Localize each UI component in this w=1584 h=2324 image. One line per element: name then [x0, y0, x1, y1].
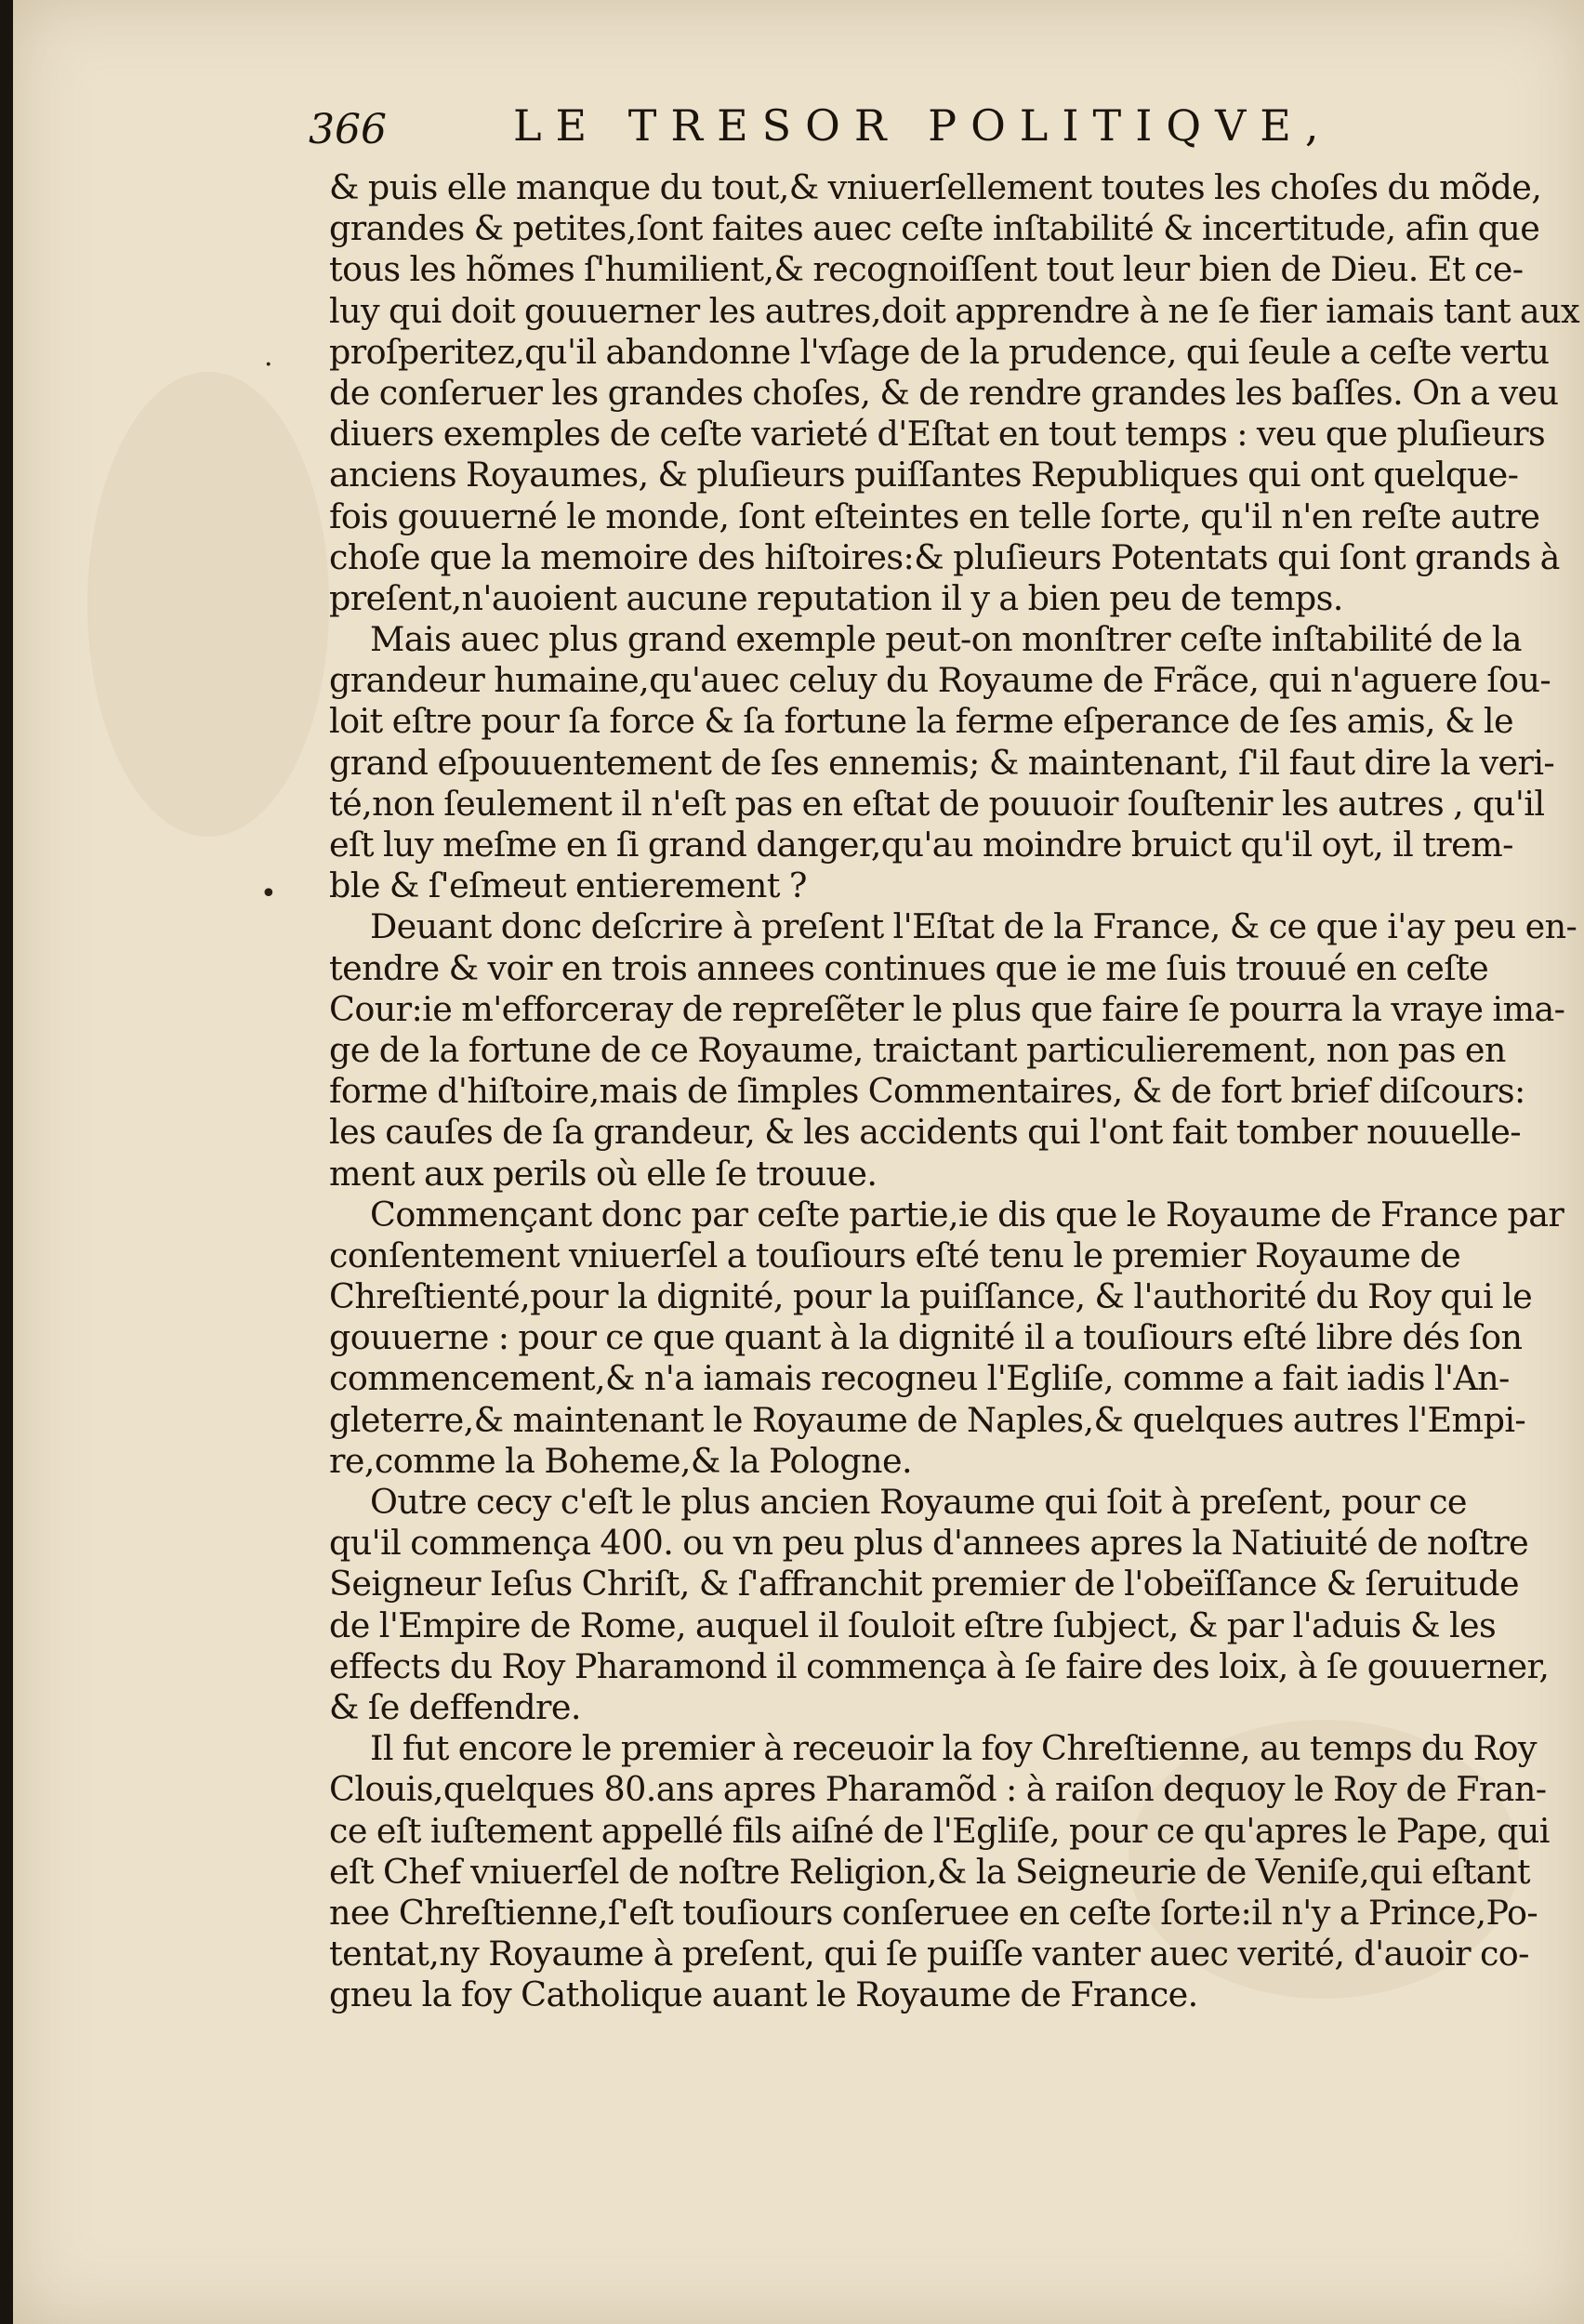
text-line: Il fut encore le premier à receuoir la foy Chreſtienne, au temps du Roy [370, 1728, 1537, 1769]
book-gutter-edge [0, 0, 13, 2324]
text-line: fois gouuerné le monde, ſont eſteintes en telle ſorte, qu'il n'en reſte autre [329, 495, 1540, 536]
text-line: tendre & voir en trois annees continues que ie me ſuis trouué en ceſte [329, 947, 1489, 988]
text-line: preſent,n'auoient aucune reputation il y a bien peu de temps. [329, 577, 1343, 618]
text-line: ment aux perils où elle ſe trouue. [329, 1153, 878, 1194]
text-line: nee Chreſtienne,ſ'eſt touſiours conſeruee en ceſte ſorte:il n'y a Prince,Po- [329, 1892, 1538, 1933]
text-line: Chreſtienté,pour la dignité, pour la puiſſance, & l'authorité du Roy qui le [329, 1276, 1533, 1317]
text-line: de l'Empire de Rome, auquel il ſouloit eſtre ſubject, & par l'aduis & les [329, 1604, 1497, 1645]
margin-dot: · [264, 349, 273, 381]
text-line: té,non ſeulement il n'eſt pas en eſtat de pouuoir ſouſtenir les autres , qu'il [329, 783, 1545, 824]
text-line: anciens Royaumes, & pluſieurs puiſſantes Republiques qui ont quelque- [329, 455, 1519, 495]
text-line: Cour:ie m'efforceray de repreſẽter le plus que faire ſe pourra la vraye ima- [329, 988, 1565, 1029]
text-line: & ſe deffendre. [329, 1686, 581, 1727]
text-line: ce eſt iuſtement appellé fils aiſné de l'Egliſe, pour ce qu'apres le Pape, qui [329, 1810, 1550, 1851]
text-line: ge de la fortune de ce Royaume, traictant particulierement, non pas en [329, 1029, 1506, 1070]
text-line: gleterre,& maintenant le Royaume de Naples,& quelques autres l'Empi- [329, 1399, 1526, 1440]
running-header [309, 100, 1461, 165]
text-line: effects du Roy Pharamond il commença à ſe faire des loix, à ſe gouuerner, [329, 1645, 1550, 1686]
running-title: LE TRESOR POLITIQVE, [513, 100, 1333, 151]
text-line: qu'il commença 400. ou vn peu plus d'annees apres la Natiuité de noſtre [329, 1523, 1529, 1564]
text-line: Commençant donc par ceſte partie,ie dis que le Royaume de France par [370, 1194, 1564, 1235]
text-line: choſe que la memoire des hiſtoires:& pluſieurs Potentats qui ſont grands à [329, 536, 1560, 577]
text-line: conſentement vniuerſel a touſiours eſté tenu le premier Royaume de [329, 1235, 1461, 1275]
text-line: commencement,& n'a iamais recogneu l'Egliſe, comme a fait iadis l'An- [329, 1358, 1510, 1399]
text-line: Mais auec plus grand exemple peut-on monſtrer ceſte inſtabilité de la [370, 619, 1522, 660]
text-line: grandeur humaine,qu'auec celuy du Royaume de Frãce, qui n'aguere ſou- [329, 660, 1551, 701]
text-line: proſperitez,qu'il abandonne l'vſage de la prudence, qui ſeule a ceſte vertu [329, 331, 1550, 372]
text-line: les cauſes de ſa grandeur, & les accidents qui l'ont fait tomber nouuelle- [329, 1112, 1521, 1153]
text-line: eſt luy meſme en ſi grand danger,qu'au moindre bruict qu'il oyt, il trem- [329, 825, 1513, 865]
text-line: & puis elle manque du tout,& vniuerſellement toutes les choſes du mõde, [329, 167, 1542, 207]
book-page [13, 0, 1584, 2324]
text-line: tous les hõmes ſ'humilient,& recognoiſſent tout leur bien de Dieu. Et ce- [329, 249, 1524, 290]
text-line: forme d'hiſtoire,mais de ſimples Commentaires, & de fort brief diſcours: [329, 1071, 1525, 1112]
text-line: diuers exemples de ceſte varieté d'Eſtat en tout temps : veu que pluſieurs [329, 414, 1546, 455]
text-line: gneu la foy Catholique auant le Royaume de France. [329, 1974, 1198, 2015]
text-line: loit eſtre pour ſa force & ſa fortune la ferme eſperance de ſes amis, & le [329, 701, 1513, 742]
text-line: grand eſpouuentement de ſes ennemis; & maintenant, ſ'il faut dire la veri- [329, 742, 1555, 783]
text-line: gouuerne : pour ce que quant à la dignité il a touſiours eſté libre dés ſon [329, 1317, 1523, 1358]
text-line: re,comme la Boheme,& la Pologne. [329, 1440, 912, 1481]
margin-bullet: • [260, 878, 277, 910]
paper-stain [87, 372, 329, 837]
text-line: Clouis,quelques 80.ans apres Pharamõd : à raiſon dequoy le Roy de Fran- [329, 1769, 1547, 1810]
text-line: ble & ſ'eſmeut entierement ? [329, 865, 807, 906]
text-line: Seigneur Ieſus Chriſt, & ſ'affranchit premier de l'obeïſſance & ſeruitude [329, 1564, 1519, 1604]
text-line: luy qui doit gouuerner les autres,doit apprendre à ne ſe fier iamais tant aux [329, 290, 1579, 331]
text-line: grandes & petites,ſont faites auec ceſte inſtabilité & incertitude, afin que [329, 208, 1540, 249]
text-line: Deuant donc deſcrire à preſent l'Eſtat de la France, & ce que i'ay peu en- [370, 906, 1577, 947]
page-number: 366 [309, 106, 387, 153]
text-line: Outre cecy c'eſt le plus ancien Royaume qui ſoit à preſent, pour ce [370, 1482, 1467, 1522]
text-line: de conſeruer les grandes choſes, & de rendre grandes les baſſes. On a veu [329, 372, 1559, 413]
text-line: tentat,ny Royaume à preſent, qui ſe puiſſe vanter auec verité, d'auoir co- [329, 1934, 1529, 1974]
body-text [329, 167, 1579, 2015]
text-line: eſt Chef vniuerſel de noſtre Religion,& la Seigneurie de Veniſe,qui eſtant [329, 1851, 1530, 1892]
